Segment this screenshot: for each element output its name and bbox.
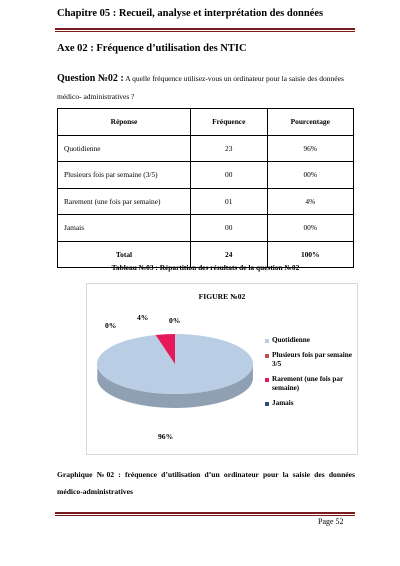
table-cell: 00%: [267, 215, 354, 242]
footer-rule-thin: [55, 515, 355, 516]
table-cell: 00: [191, 215, 268, 242]
legend-item: [265, 375, 353, 393]
legend-item: [265, 336, 353, 345]
table-row: [58, 135, 354, 162]
table-header-row: [58, 109, 354, 136]
table-cell: 96%: [267, 135, 354, 162]
table-cell: 01: [191, 188, 268, 215]
question-label: Question №02 :: [57, 73, 124, 84]
table-cell: Rarement (une fois par semaine): [58, 188, 191, 215]
table-cell: 00%: [267, 162, 354, 189]
table-cell: 100%: [267, 241, 354, 268]
table-cell: 4%: [267, 188, 354, 215]
data-label: 0%: [169, 316, 181, 325]
table-cell: 24: [191, 241, 268, 268]
column-header: Pourcentage: [267, 109, 354, 136]
table-row: [58, 215, 354, 242]
table-row: [58, 188, 354, 215]
legend-swatch: [265, 339, 269, 343]
legend-label: Jamais: [272, 399, 294, 407]
data-label: 4%: [137, 313, 149, 322]
legend-swatch: [265, 378, 269, 382]
chart-legend: [265, 336, 353, 414]
chart-title: FIGURE №02: [198, 292, 246, 301]
question-text: A quelle fréquence utilisez-vous un ordinateur pour la saisie des données médico- administratives ?: [57, 74, 344, 101]
legend-item: [265, 351, 353, 369]
page-number: Page 52: [318, 517, 344, 526]
results-table: [57, 108, 354, 268]
table-cell: 00: [191, 162, 268, 189]
column-header: Réponse: [58, 109, 191, 136]
legend-label: Rarement (une fois par semaine): [272, 375, 344, 392]
legend-label: Quotidienne: [272, 336, 310, 344]
table-cell: Plusieurs fois par semaine (3/5): [58, 162, 191, 189]
data-label: 96%: [158, 432, 174, 441]
legend-swatch: [265, 402, 269, 406]
table-cell: Jamais: [58, 215, 191, 242]
table-caption: Tableau №03 : Répartition des résultats de la question №02: [111, 263, 300, 272]
footer-rule: [55, 512, 355, 514]
legend-swatch: [265, 354, 269, 358]
table-cell: 23: [191, 135, 268, 162]
header-rule-thin: [55, 31, 355, 32]
legend-label: Plusieurs fois par semaine 3/5: [272, 351, 352, 368]
pie-chart-figure: [86, 283, 358, 455]
header-rule: [55, 28, 355, 30]
legend-item: [265, 399, 353, 408]
question-block: [57, 70, 357, 106]
data-label: 0%: [105, 321, 117, 330]
table-row: [58, 162, 354, 189]
section-title: Axe 02 : Fréquence d’utilisation des NTIC: [57, 43, 247, 54]
table-cell: Total: [58, 241, 191, 268]
chapter-header: Chapitre 05 : Recueil, analyse et interprétation des données: [57, 8, 324, 19]
column-header: Fréquence: [191, 109, 268, 136]
graph-caption: Graphique №02 : fréquence d’utilisation d’un ordinateur pour la saisie des données médico-administratives: [57, 470, 355, 496]
table-cell: Quotidienne: [58, 135, 191, 162]
